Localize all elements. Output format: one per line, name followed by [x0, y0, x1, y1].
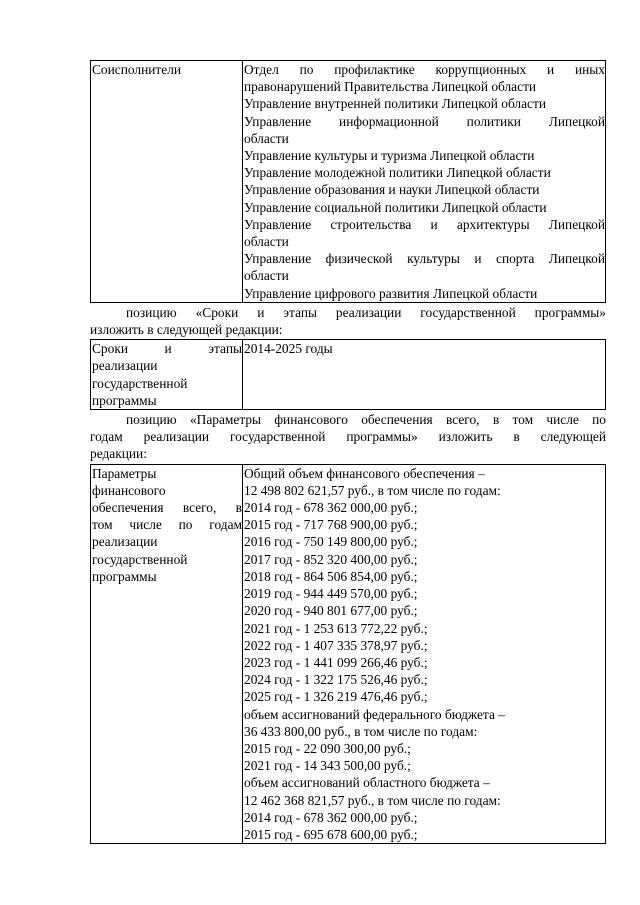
text-line: программы [92, 568, 157, 584]
text-line: программы [92, 392, 157, 408]
text-line: 2015 год - 695 678 600,00 руб.; [244, 826, 418, 842]
paragraph-line: годам реализации государственной программы» изложить в следующей [90, 429, 606, 445]
text-line: области [244, 130, 289, 146]
terms-label-cell [91, 340, 243, 410]
coexecutors-value-cell [243, 61, 606, 303]
text-line: обеспечения всего, в [92, 500, 242, 516]
text-line: Управление информационной политики Липецкой [244, 113, 605, 129]
text-line: 2020 год - 940 801 677,00 руб.; [244, 603, 418, 619]
text-line: 12 462 368 821,57 руб., в том числе по годам: [244, 792, 501, 808]
text-line: 2021 год - 14 343 500,00 руб.; [244, 758, 411, 774]
text-line: области [244, 268, 289, 284]
text-line: 2023 год - 1 441 099 266,46 руб.; [244, 654, 428, 670]
text-line: области [244, 234, 289, 250]
text-line: 2018 год - 864 506 854,00 руб.; [244, 568, 418, 584]
text-line: государственной [92, 551, 188, 567]
text-line: Отдел по профилактике коррупционных и иных [244, 62, 605, 77]
text-line: финансового [92, 482, 166, 498]
coexecutors-label-cell [91, 61, 243, 303]
text-line: 2014 год - 678 362 000,00 руб.; [244, 500, 418, 516]
text-line: 2016 год - 750 149 800,00 руб.; [244, 534, 418, 550]
coexecutors-label: Соисполнители [92, 62, 182, 77]
text-line: объем ассигнований федерального бюджета – [244, 706, 505, 722]
terms-value-cell [243, 340, 606, 410]
text-line: 36 433 800,00 руб., в том числе по годам: [244, 723, 478, 739]
text-line: 2017 год - 852 320 400,00 руб.; [244, 551, 418, 567]
text-line: Управление социальной политики Липецкой области [244, 199, 547, 215]
text-line: 2025 год - 1 326 219 476,46 руб.; [244, 689, 428, 705]
text-line: реализации [92, 358, 158, 374]
text-line: Общий объем финансового обеспечения – [244, 465, 485, 481]
text-line: Управление строительства и архитектуры Липецкой [244, 216, 605, 232]
text-line: объем ассигнований областного бюджета – [244, 775, 490, 791]
finance-list [244, 465, 605, 843]
document-page [90, 60, 606, 844]
terms-row [91, 340, 606, 410]
text-line: Сроки и этапы [92, 341, 242, 357]
text-line: Управление молодежной политики Липецкой области [244, 165, 551, 181]
text-line: 2015 год - 717 768 900,00 руб.; [244, 517, 418, 533]
finance-table [90, 464, 606, 844]
text-line: Управление физической культуры и спорта Липецкой [244, 251, 605, 267]
text-line: Управление внутренней политики Липецкой области [244, 96, 547, 112]
text-line: том числе по годам [92, 517, 242, 533]
paragraph-terms-intro [90, 304, 606, 338]
text-line: государственной [92, 375, 188, 391]
text-line: Управление культуры и туризма Липецкой области [244, 148, 535, 164]
text-line: 2021 год - 1 253 613 772,22 руб.; [244, 620, 428, 636]
text-line: правонарушений Правительства Липецкой области [244, 79, 537, 95]
text-line: 2015 год - 22 090 300,00 руб.; [244, 740, 411, 756]
terms-label [92, 340, 242, 409]
text-line: 12 498 802 621,57 руб., в том числе по годам: [244, 482, 501, 498]
paragraph-finance-intro [90, 411, 606, 463]
terms-value: 2014-2025 годы [244, 341, 333, 357]
paragraph-line: изложить в следующей редакции: [90, 322, 283, 338]
text-line: 2022 год - 1 407 335 378,97 руб.; [244, 637, 428, 653]
text-line: Управление образования и науки Липецкой области [244, 182, 540, 198]
coexecutors-table [90, 60, 606, 303]
paragraph-line: позицию «Сроки и этапы реализации государственной программы» [126, 304, 606, 320]
text-line: 2014 год - 678 362 000,00 руб.; [244, 809, 418, 825]
paragraph-line: редакции: [90, 446, 147, 462]
finance-row [91, 464, 606, 843]
text-line: 2019 год - 944 449 570,00 руб.; [244, 586, 418, 602]
paragraph-line: позицию «Параметры финансового обеспечения всего, в том числе по [126, 412, 606, 428]
terms-table [90, 339, 606, 410]
text-line: 2024 год - 1 322 175 526,46 руб.; [244, 672, 428, 688]
text-line: Параметры [92, 465, 157, 481]
coexecutors-list [244, 61, 605, 302]
coexecutors-row [91, 61, 606, 303]
finance-label [92, 465, 242, 585]
finance-value-cell [243, 464, 606, 843]
text-line: реализации [92, 534, 158, 550]
text-line: Управление цифрового развития Липецкой области [244, 285, 538, 301]
finance-label-cell [91, 464, 243, 843]
